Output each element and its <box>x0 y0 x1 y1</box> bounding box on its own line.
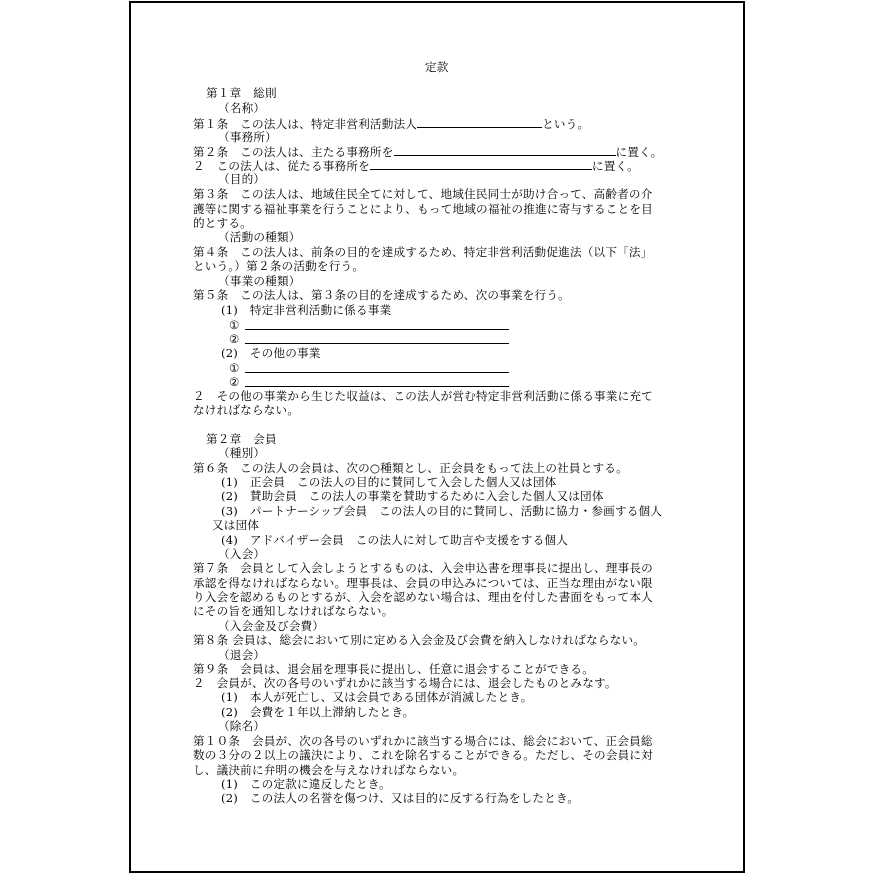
heading-join: （入会） <box>218 547 266 561</box>
article-9-item-2: (2) 会費を１年以上滞納したとき。 <box>221 705 415 719</box>
heading-type: （種別） <box>218 446 266 460</box>
item-1-blank-1 <box>245 329 509 330</box>
article-9-para-2-line-1: ２ 会員が、次の各号のいずれかに該当する場合には、退会したものとみなす。 <box>193 676 617 690</box>
article-10-item-2: (2) この法人の名誉を傷つけ、又は目的に反する行為をしたとき。 <box>221 791 580 805</box>
item-2-blank-1 <box>245 372 509 373</box>
article-9-item-1: (1) 本人が死亡し、又は会員である団体が消滅したとき。 <box>221 690 533 704</box>
article-6-item-3-line-2: 又は団体 <box>212 518 260 532</box>
item-2-circle-1: ① <box>229 361 240 375</box>
article-10-item-1: (1) この定款に違反したとき。 <box>221 777 391 791</box>
article-2-para-2-text: ２ この法人は、従たる事務所を <box>193 159 370 173</box>
item-1-blank-2 <box>245 343 509 344</box>
article-5-item-1: (1) 特定非営利活動に係る事業 <box>221 303 392 317</box>
article-2-para-2 <box>193 158 639 173</box>
article-6-item-4: (4) アドバイザー会員 この法人に対して助言や支援をする個人 <box>221 533 569 547</box>
article-6-item-1: (1) 正会員 この法人の目的に賛同して入会した個人又は団体 <box>221 475 557 489</box>
article-5-para-2-line-2: なければならない。 <box>193 403 300 417</box>
article-2-para-2-tail: に置く。 <box>591 159 639 173</box>
heading-name: （名称） <box>218 101 266 115</box>
heading-expel: （除名） <box>218 719 266 733</box>
heading-office: （事務所） <box>218 130 277 144</box>
item-1-circle-2: ② <box>229 332 240 346</box>
article-1 <box>193 116 589 131</box>
article-2-tail: に置く。 <box>615 145 663 159</box>
item-1-circle-1: ① <box>229 318 240 332</box>
article-4-line-1: 第４条 この法人は、前条の目的を達成するため、特定非営利活動促進法（以下「法」 <box>193 245 653 259</box>
article-10-line-2: 数の３分の２以上の議決により、これを除名することができる。ただし、その会員に対 <box>193 748 653 762</box>
article-7-line-4: にその旨を通知しなければならない。 <box>193 604 394 618</box>
article-5-item-2: (2) その他の事業 <box>221 346 321 360</box>
article-1-text: 第１条 この法人は、特定非営利活動法人 <box>193 117 418 131</box>
article-8-line-1: 第８条 会員は、総会において別に定める入会金及び会費を納入しなければならない。 <box>193 633 646 647</box>
heading-purpose: （目的） <box>218 172 266 186</box>
article-1-tail: という。 <box>542 117 590 131</box>
branch-office-blank <box>370 158 592 170</box>
heading-leave: （退会） <box>218 648 266 662</box>
article-5-para-2-line-1: ２ その他の事業から生じた収益は、この法人が営む特定非営利活動に係る事業に充て <box>193 389 653 403</box>
article-5-line-1: 第５条 この法人は、第３条の目的を達成するため、次の事業を行う。 <box>193 288 570 302</box>
document-title: 定款 <box>425 60 449 74</box>
article-6-line-1: 第６条 この法人の会員は、次の○種類とし、正会員をもって法上の社員とする。 <box>193 461 628 475</box>
chapter-2-heading: 第２章 会員 <box>206 432 277 446</box>
item-2-circle-2: ② <box>229 375 240 389</box>
article-2 <box>193 144 662 159</box>
heading-business: （事業の種類） <box>218 274 301 288</box>
item-2-blank-2 <box>245 386 509 387</box>
article-9-line-1: 第９条 会員は、退会届を理事長に提出し、任意に退会することができる。 <box>193 662 594 676</box>
name-blank <box>417 116 542 128</box>
article-6-item-3-line-1: (3) パートナーシップ会員 この法人の目的に賛同し、活動に協力・参画する個人 <box>221 504 663 518</box>
article-3-line-2: 護等に関する福祉事業を行うことにより、もって地域の福祉の推進に寄与することを目 <box>193 202 653 216</box>
article-2-text: 第２条 この法人は、主たる事務所を <box>193 145 394 159</box>
article-3-line-3: 的とする。 <box>193 216 252 230</box>
article-4-line-2: という。）第２条の活動を行う。 <box>193 259 365 273</box>
article-7-line-2: 承認を得なければならない。理事長は、会員の申込みについては、正当な理由がない限 <box>193 576 653 590</box>
article-10-line-1: 第１０条 会員が、次の各号のいずれかに該当する場合には、総会において、正会員総 <box>193 734 653 748</box>
heading-fee: （入会金及び会費） <box>218 619 325 633</box>
article-3-line-1: 第３条 この法人は、地域住民全てに対して、地域住民同士が助け合って、高齢者の介 <box>193 187 653 201</box>
heading-activity: （活動の種類） <box>218 230 301 244</box>
main-office-blank <box>394 144 616 156</box>
article-7-line-3: り入会を認めるものとするが、入会を認めない場合は、理由を付した書面をもって本人 <box>193 590 653 604</box>
article-10-line-3: し、議決前に弁明の機会を与えなければならない。 <box>193 763 465 777</box>
chapter-1-heading: 第１章 総則 <box>206 86 277 100</box>
article-7-line-1: 第７条 会員として入会しようとするものは、入会申込書を理事長に提出し、理事長の <box>193 561 653 575</box>
article-6-item-2: (2) 賛助会員 この法人の事業を賛助するために入会した個人又は団体 <box>221 489 604 503</box>
